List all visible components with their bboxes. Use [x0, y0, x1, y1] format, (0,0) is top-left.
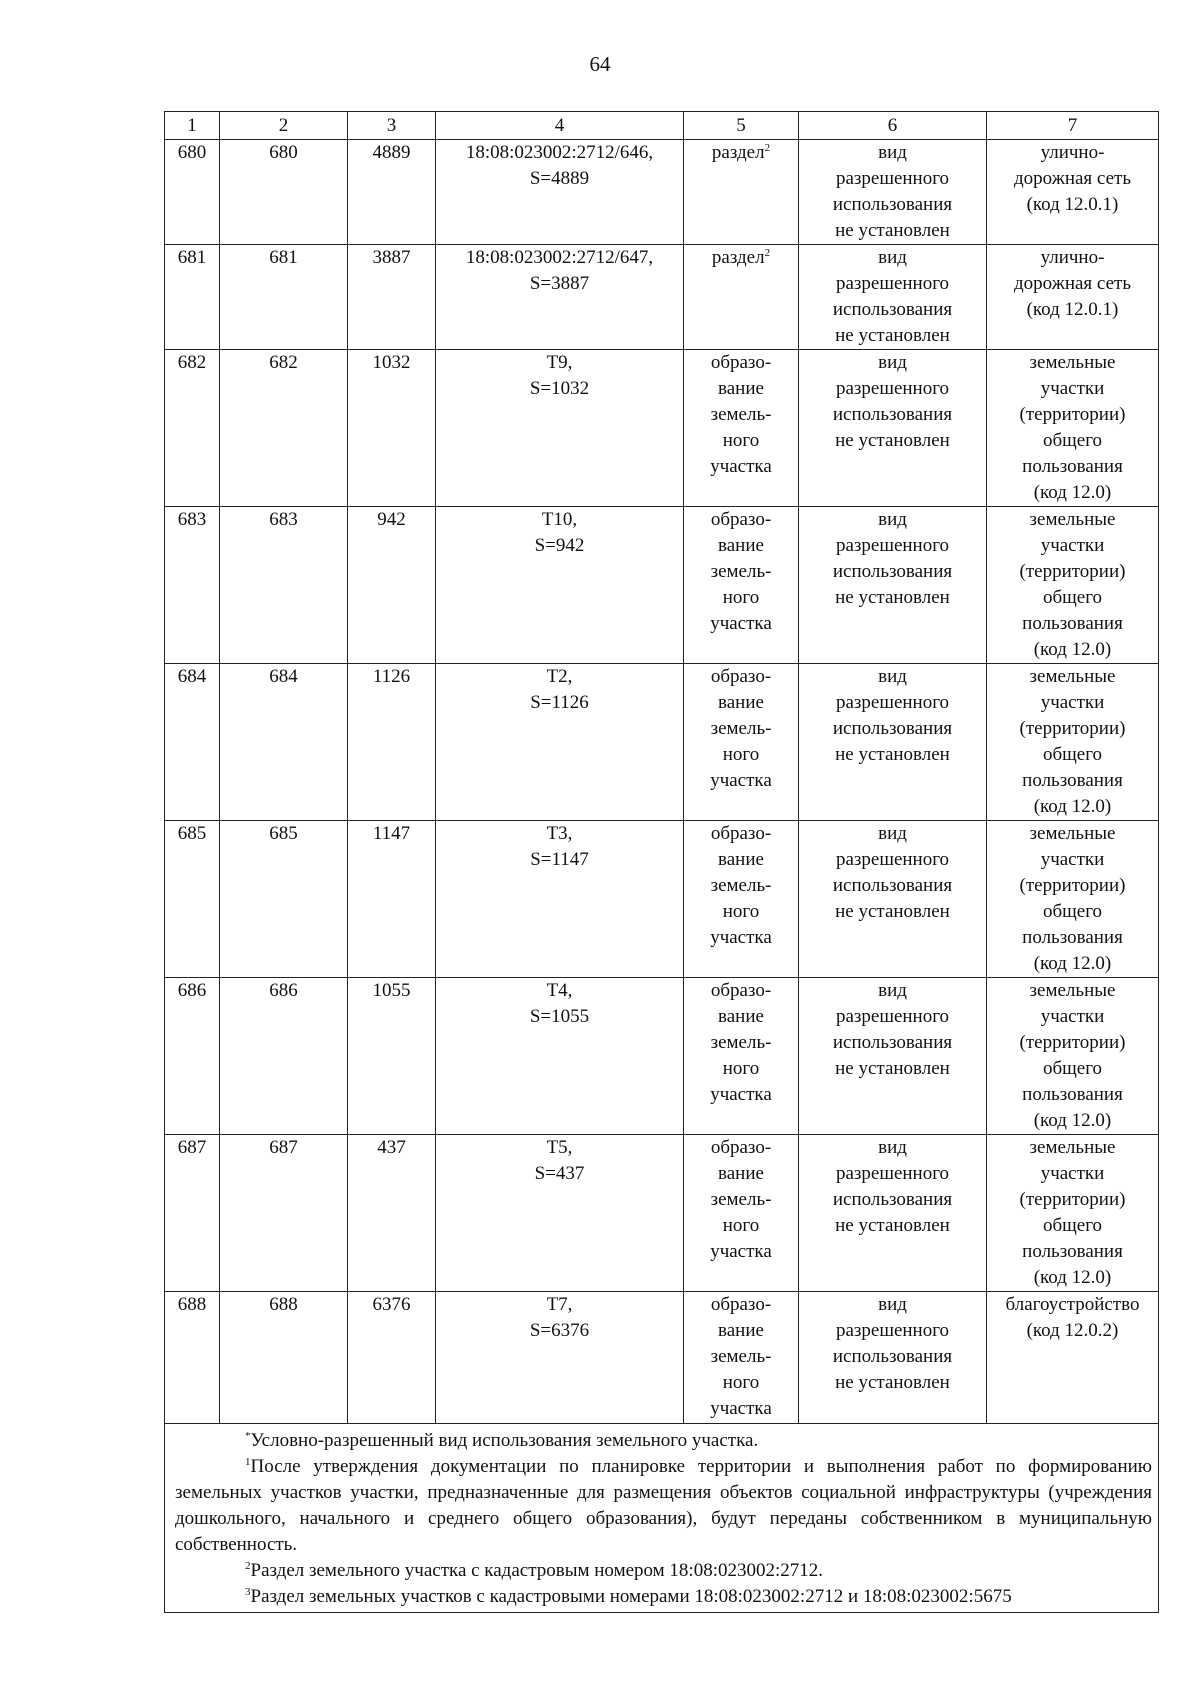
table-cell-col2	[220, 1135, 348, 1292]
cell-text: 680	[269, 142, 298, 163]
cell-text: земельные участки (территории) общего пользования (код 12.0)	[1019, 352, 1126, 503]
table-cell-col3	[348, 140, 436, 245]
cell-text: 1126	[372, 666, 411, 687]
table-cell-col1	[165, 245, 220, 350]
cell-text: улично- дорожная сеть (код 12.0.1)	[1014, 247, 1131, 320]
header-cell: 1	[165, 112, 220, 140]
table-cell-col4	[436, 978, 684, 1135]
table-cell-col4	[436, 821, 684, 978]
table-cell-col5	[684, 140, 799, 245]
cell-text: Т3, S=1147	[530, 823, 589, 870]
table-cell-col5	[684, 664, 799, 821]
table-cell-col5	[684, 507, 799, 664]
cell-text: вид разрешенного использования не установлен	[832, 509, 953, 608]
cell-text: благоустройство (код 12.0.2)	[1005, 1294, 1140, 1341]
cell-text: 688	[177, 1294, 207, 1315]
cell-text: 4889	[372, 142, 411, 163]
table-row	[165, 821, 1159, 978]
table-cell-col5	[684, 1292, 799, 1424]
cell-text: вид разрешенного использования не установлен	[832, 247, 953, 346]
cell-text: вид разрешенного использования не установлен	[832, 1137, 953, 1236]
table-cell-col6	[799, 1135, 987, 1292]
table-cell-col6	[799, 664, 987, 821]
cell-text: земельные участки (территории) общего пользования (код 12.0)	[1019, 509, 1126, 660]
table-cell-col5	[684, 821, 799, 978]
cell-text: земельные участки (территории) общего пользования (код 12.0)	[1019, 823, 1126, 974]
cell-text: 18:08:023002:2712/646, S=4889	[465, 142, 654, 189]
table-cell-col3	[348, 507, 436, 664]
table-cell-col7	[987, 507, 1159, 664]
cell-text: 682	[269, 352, 298, 373]
table-cell-col3	[348, 1135, 436, 1292]
table-cell-col6	[799, 507, 987, 664]
table-cell-col7	[987, 664, 1159, 821]
cell-text: 687	[177, 1137, 207, 1158]
cell-text: 684	[269, 666, 298, 687]
notes-row	[165, 1424, 1159, 1613]
table-cell-col6	[799, 978, 987, 1135]
header-cell: 2	[220, 112, 348, 140]
table-row	[165, 350, 1159, 507]
cell-text: улично- дорожная сеть (код 12.0.1)	[1014, 142, 1131, 215]
cell-text: 18:08:023002:2712/647, S=3887	[465, 247, 654, 294]
cell-text: земельные участки (территории) общего пользования (код 12.0)	[1019, 1137, 1126, 1288]
table-cell-col2	[220, 140, 348, 245]
table-row	[165, 664, 1159, 821]
header-cell: 6	[799, 112, 987, 140]
cell-text: 682	[177, 352, 207, 373]
header-cell: 5	[684, 112, 799, 140]
footnote-mark: 1	[245, 1456, 251, 1468]
cell-text: Т5, S=437	[534, 1137, 585, 1184]
cell-text: вид разрешенного использования не установлен	[832, 142, 953, 241]
table-cell-col5	[684, 1135, 799, 1292]
footnote-mark: *	[245, 1430, 251, 1442]
table-cell-col2	[220, 1292, 348, 1424]
table-cell-col5	[684, 350, 799, 507]
footnote-mark: 2	[764, 247, 771, 259]
table-cell-col3	[348, 350, 436, 507]
table-cell-col3	[348, 821, 436, 978]
table-cell-col3	[348, 1292, 436, 1424]
cell-text: образо- вание земель- ного участка	[710, 980, 772, 1105]
footnote	[175, 1558, 1152, 1584]
cell-text: 688	[269, 1294, 298, 1315]
table-cell-col4	[436, 507, 684, 664]
table-cell-col6	[799, 821, 987, 978]
cell-text: 681	[177, 247, 207, 268]
cell-text: образо- вание земель- ного участка	[710, 823, 772, 948]
cell-text: раздел	[711, 247, 765, 268]
table-row	[165, 245, 1159, 350]
cell-text: 686	[269, 980, 298, 1001]
table-cell-col4	[436, 664, 684, 821]
table-cell-col3	[348, 245, 436, 350]
header-cell: 4	[436, 112, 684, 140]
cell-text: раздел	[711, 142, 765, 163]
table-cell-col2	[220, 507, 348, 664]
cell-text: 1147	[372, 823, 411, 844]
table-cell-col1	[165, 664, 220, 821]
table-cell-col2	[220, 350, 348, 507]
footnote-text: После утверждения документации по планировке территории и выполнения работ по формированию земельных участков участки, предназначенные для размещения объектов социальной инфраструктуры (учреждения дошкольного, начального и среднего общего образования), будут переданы собственником в муниципальную собственность.	[175, 1456, 1152, 1555]
cell-text: 683	[269, 509, 298, 530]
table-cell-col4	[436, 140, 684, 245]
table-cell-col1	[165, 821, 220, 978]
table-cell-col2	[220, 664, 348, 821]
table-row	[165, 978, 1159, 1135]
cell-text: Т9, S=1032	[529, 352, 590, 399]
footnote-mark: 2	[764, 142, 771, 154]
cell-text: 437	[377, 1137, 406, 1158]
table-cell-col5	[684, 245, 799, 350]
cell-text: вид разрешенного использования не установлен	[832, 980, 953, 1079]
footnote-mark: 3	[245, 1586, 251, 1598]
footnote-text: Раздел земельных участков с кадастровыми номерами 18:08:023002:2712 и 18:08:023002:5675	[250, 1586, 1012, 1607]
table-row	[165, 1292, 1159, 1424]
cell-text: 687	[269, 1137, 298, 1158]
cell-text: 681	[269, 247, 298, 268]
cell-text: образо- вание земель- ного участка	[710, 666, 772, 791]
table-cell-col3	[348, 978, 436, 1135]
cell-text: 942	[377, 509, 406, 530]
table-cell-col7	[987, 350, 1159, 507]
table-cell-col6	[799, 245, 987, 350]
footnote	[175, 1584, 1152, 1610]
table-cell-col1	[165, 1292, 220, 1424]
table-cell-col7	[987, 1292, 1159, 1424]
cell-text: 684	[177, 666, 207, 687]
table-cell-col4	[436, 1292, 684, 1424]
table-cell-col4	[436, 1135, 684, 1292]
table-cell-col2	[220, 245, 348, 350]
footnote-text: Условно-разрешенный вид использования земельного участка.	[250, 1430, 759, 1451]
cell-text: образо- вание земель- ного участка	[710, 509, 772, 634]
cell-text: 685	[269, 823, 298, 844]
table-cell-col1	[165, 1135, 220, 1292]
table-row	[165, 507, 1159, 664]
table-cell-col7	[987, 1135, 1159, 1292]
cell-text: вид разрешенного использования не установлен	[832, 666, 953, 765]
cell-text: 6376	[372, 1294, 411, 1315]
table-cell-col7	[987, 821, 1159, 978]
header-row	[165, 112, 1159, 140]
table-row	[165, 1135, 1159, 1292]
footnote	[175, 1428, 1152, 1454]
table-cell-col7	[987, 140, 1159, 245]
cell-text: образо- вание земель- ного участка	[710, 1137, 772, 1262]
table-cell-col2	[220, 978, 348, 1135]
table-cell-col6	[799, 350, 987, 507]
cell-text: образо- вание земель- ного участка	[710, 1294, 772, 1419]
cell-text: 685	[177, 823, 207, 844]
header-cell: 7	[987, 112, 1159, 140]
table-cell-col1	[165, 350, 220, 507]
cell-text: 1055	[372, 980, 411, 1001]
footnote-mark: 2	[245, 1560, 251, 1572]
table-row	[165, 140, 1159, 245]
cell-text: 1032	[372, 352, 411, 373]
cell-text: Т4, S=1055	[529, 980, 590, 1027]
cell-text: 680	[177, 142, 207, 163]
header-cell: 3	[348, 112, 436, 140]
land-plots-table	[164, 111, 1159, 1613]
cell-text: земельные участки (территории) общего пользования (код 12.0)	[1019, 666, 1126, 817]
table-cell-col3	[348, 664, 436, 821]
table-cell-col2	[220, 821, 348, 978]
cell-text: вид разрешенного использования не установлен	[832, 823, 953, 922]
table-cell-col1	[165, 140, 220, 245]
cell-text: образо- вание земель- ного участка	[710, 352, 772, 477]
table-cell-col1	[165, 507, 220, 664]
cell-text: земельные участки (территории) общего пользования (код 12.0)	[1019, 980, 1126, 1131]
table-cell-col4	[436, 245, 684, 350]
cell-text: вид разрешенного использования не установлен	[832, 1294, 953, 1393]
page-number: 64	[589, 52, 611, 76]
table-cell-col1	[165, 978, 220, 1135]
cell-text: Т7, S=6376	[529, 1294, 590, 1341]
table-cell-col6	[799, 140, 987, 245]
cell-text: Т10, S=942	[534, 509, 585, 556]
footnote-text: Раздел земельного участка с кадастровым номером 18:08:023002:2712.	[250, 1560, 824, 1581]
cell-text: 686	[177, 980, 207, 1001]
table-cell-col7	[987, 245, 1159, 350]
cell-text: Т2, S=1126	[530, 666, 589, 713]
footnotes	[165, 1424, 1159, 1613]
table-cell-col4	[436, 350, 684, 507]
cell-text: 683	[177, 509, 207, 530]
footnote	[175, 1454, 1152, 1558]
cell-text: 3887	[372, 247, 411, 268]
table-cell-col6	[799, 1292, 987, 1424]
cell-text: вид разрешенного использования не установлен	[832, 352, 953, 451]
table-cell-col5	[684, 978, 799, 1135]
table-cell-col7	[987, 978, 1159, 1135]
